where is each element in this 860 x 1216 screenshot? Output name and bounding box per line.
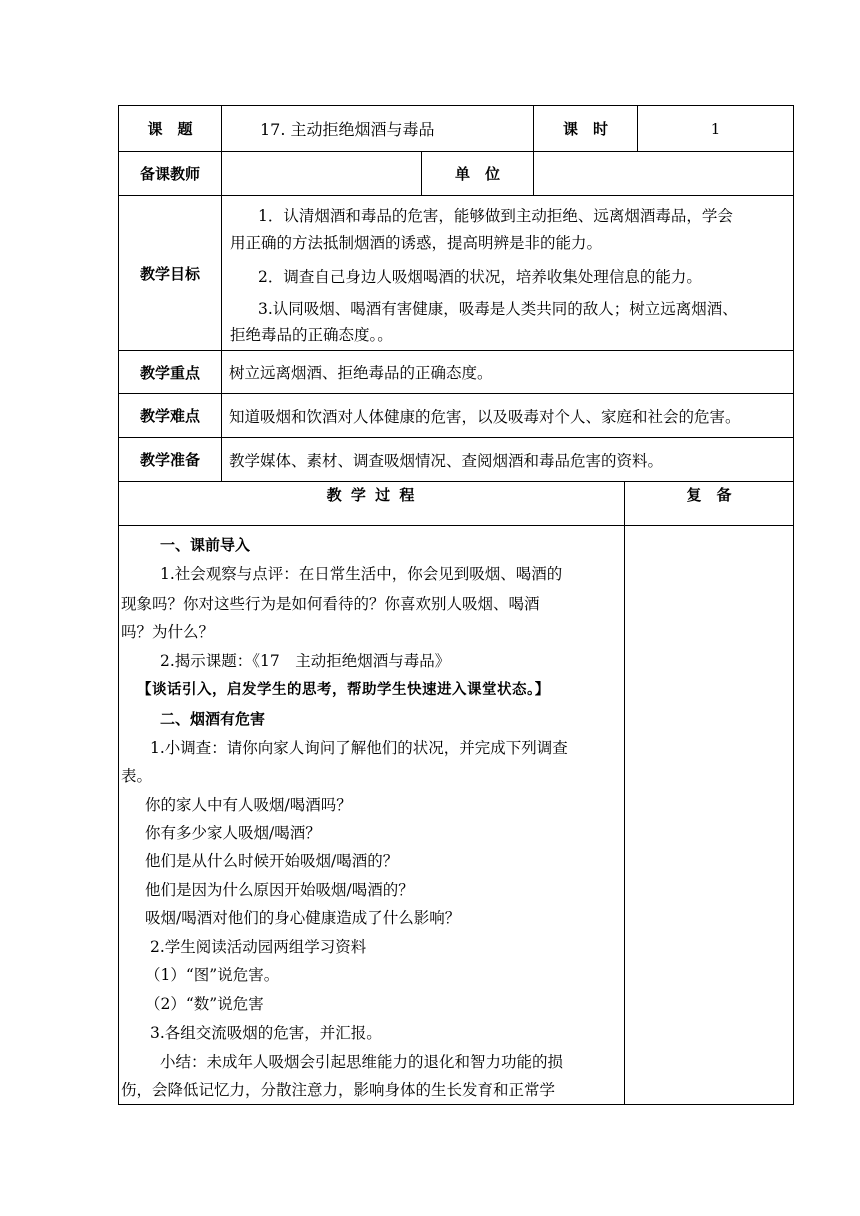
goal-line: 拒绝毒品的正确态度。。 [230,326,393,344]
process-line: 1.小调查：请你向家人询问了解他们的状况，并完成下列调查 [150,739,568,757]
process-line: 2.学生阅读活动园两组学习资料 [150,938,367,956]
process-line: 1.社会观察与点评：在日常生活中，你会见到吸烟、喝酒的 [160,565,563,583]
process-line: 2.揭示课题：《17 主动拒绝烟酒与毒品》 [160,652,451,670]
process-line: （2）“数”说危害 [145,995,264,1013]
section-title: 一、课前导入 [160,536,251,554]
teacher-value [226,152,416,195]
process-header: 教 学 过 程 [326,485,417,504]
unit-value [538,152,788,195]
table-border [793,105,794,1105]
topic-label: 课 题 [147,120,193,138]
key-points-value: 树立远离烟酒、拒绝毒品的正确态度。 [229,364,493,382]
survey-question: 他们是因为什么原因开始吸烟/喝酒的？ [145,881,414,899]
goal-line: 1．认清烟酒和毒品的危害，能够做到主动拒绝、远离烟酒毒品，学会 [258,207,733,225]
process-line: 吗？为什么？ [121,623,215,641]
review-header: 复 备 [686,485,732,504]
summary-line: 小结：未成年人吸烟会引起思维能力的退化和智力功能的损 [160,1053,564,1071]
table-border [118,525,794,526]
survey-question: 他们是从什么时候开始吸烟/喝酒的？ [145,852,399,870]
summary-line: 伤，会降低记忆力，分散注意力，影响身体的生长发育和正常学 [121,1081,556,1099]
table-border [221,105,222,481]
table-border [533,151,534,195]
section-title: 二、烟酒有危害 [160,710,266,728]
table-border [118,1104,794,1105]
goal-line: 2．调查自己身边人吸烟喝酒的状况，培养收集处理信息的能力。 [258,268,702,286]
survey-question: 你有多少家人吸烟/喝酒？ [145,824,321,842]
teacher-label: 备课教师 [139,165,200,183]
difficulties-label: 教学难点 [139,407,200,425]
topic-value: 17. 主动拒绝烟酒与毒品 [260,120,435,139]
goals-label: 教学目标 [139,264,200,283]
process-line: 表。 [121,767,153,785]
survey-question: 你的家人中有人吸烟/喝酒吗？ [145,796,352,814]
process-line: 现象吗？你对这些行为是如何看待的？你喜欢别人吸烟、喝酒 [121,595,540,613]
difficulties-value: 知道吸烟和饮酒对人体健康的危害，以及吸毒对个人、家庭和社会的危害。 [229,407,741,426]
key-points-label: 教学重点 [139,363,200,382]
preparation-value: 教学媒体、素材、调查吸烟情况、查阅烟酒和毒品危害的资料。 [229,451,664,470]
hours-label: 课 时 [562,120,608,138]
process-line: （1）“图”说危害。 [145,966,280,984]
process-line: 3.各组交流吸烟的危害，并汇报。 [150,1024,382,1042]
goal-line: 用正确的方法抵制烟酒的诱惑，提高明辨是非的能力。 [230,234,603,252]
hours-value: 1 [710,119,721,138]
unit-label: 单 位 [454,165,500,183]
goal-line: 3.认同吸烟、喝酒有害健康，吸毒是人类共同的敌人；树立远离烟酒、 [258,300,738,318]
teaching-note: 【谈话引入，启发学生的思考，帮助学生快速进入课堂状态。】 [137,682,550,698]
survey-question: 吸烟/喝酒对他们的身心健康造成了什么影响？ [145,909,461,927]
preparation-label: 教学准备 [139,451,200,469]
